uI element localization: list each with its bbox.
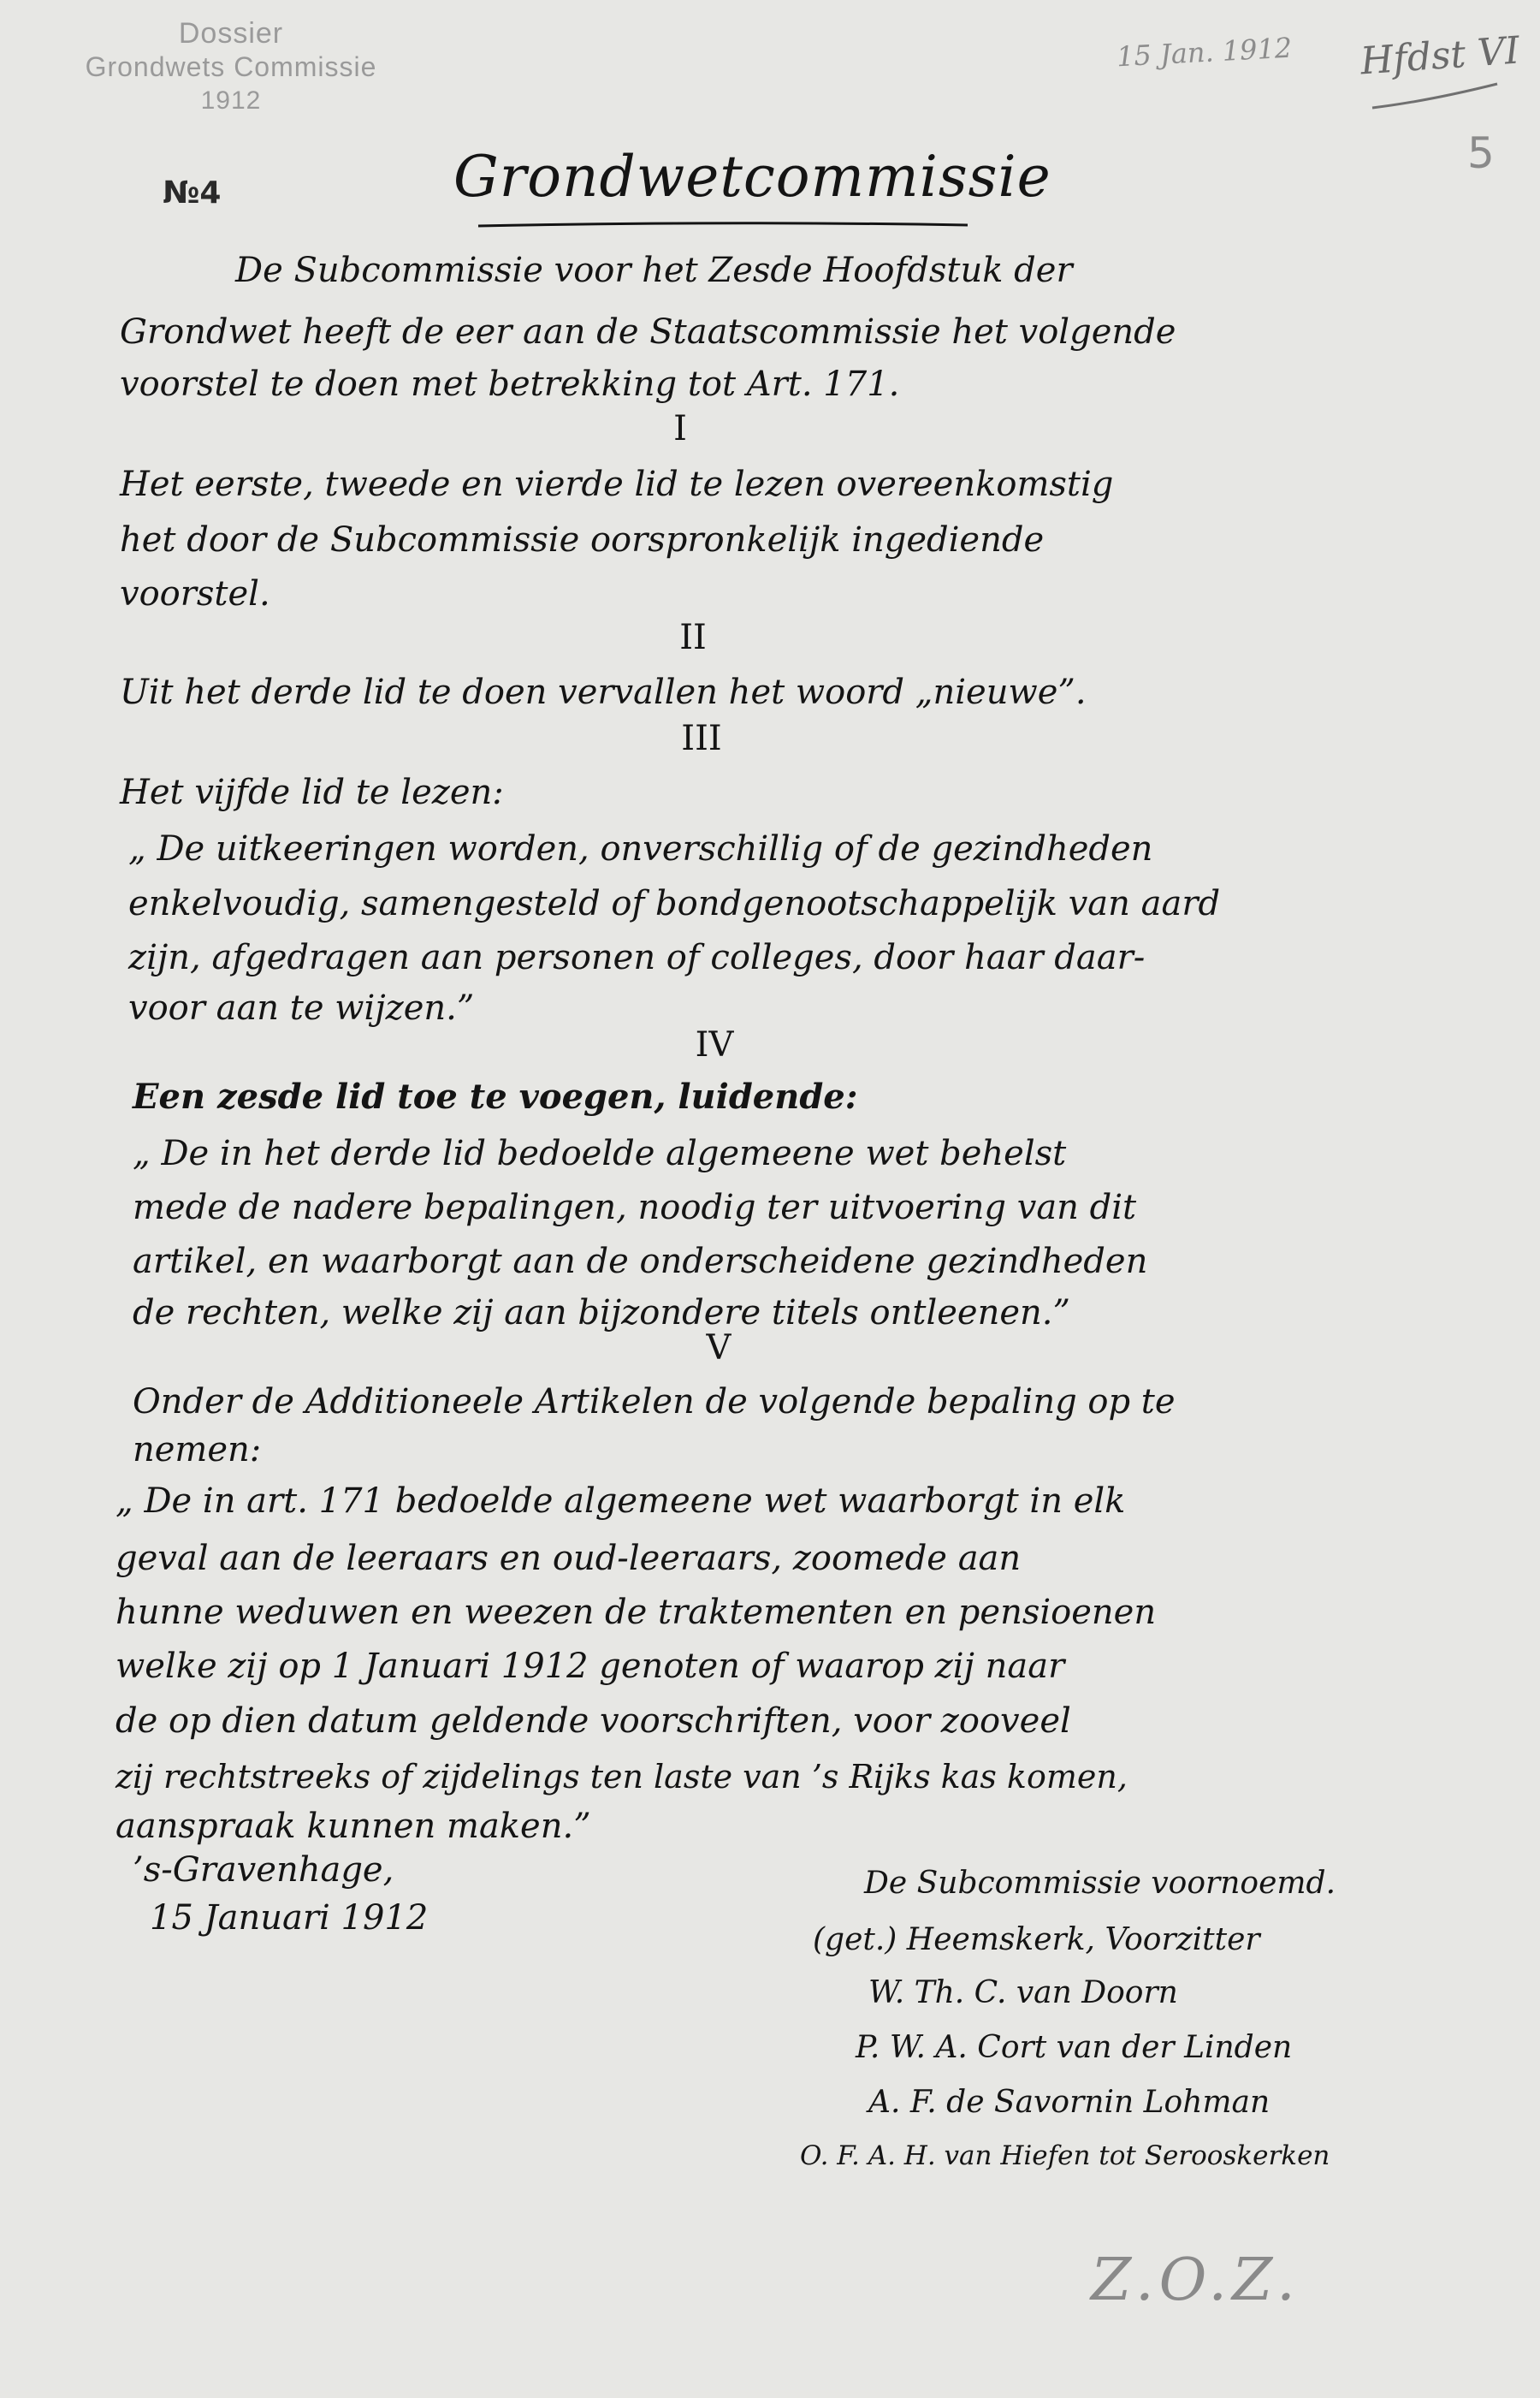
archive-reference-underline [1369, 79, 1506, 113]
section-iv-line-2: „ De in het derde lid bedoelde algemeene wet behelst [133, 1134, 1067, 1173]
section-iv-line-3: mede de nadere bepalingen, noodig ter uitvoering van dit [133, 1188, 1137, 1227]
section-v-line-6: welke zij op 1 Januari 1912 genoten of waarop zij naar [116, 1647, 1065, 1686]
page-number: 5 [1467, 128, 1495, 178]
section-numeral-ii: II [679, 618, 707, 657]
section-v-line-7: de op dien datum geldende voorschriften, voor zooveel [116, 1701, 1071, 1741]
section-iii-line-5: voor aan te wijzen.” [128, 988, 475, 1028]
section-v-line-3: „ De in art. 171 bedoelde algemeene wet waarborgt in elk [116, 1481, 1126, 1521]
archive-stamp-line3: 1912 [200, 86, 262, 115]
footer-zoz: Z.O.Z. [1091, 2247, 1300, 2314]
section-v-line-9: aanspraak kunnen maken.” [116, 1807, 591, 1846]
section-iv-line-5: de rechten, welke zij aan bijzondere titels ontleenen.” [133, 1293, 1070, 1333]
section-numeral-iii: III [681, 719, 722, 758]
section-i-line-2: het door de Subcommissie oorspronkelijk ingediende [120, 520, 1045, 560]
signature-3: P. W. A. Cort van der Linden [856, 2030, 1293, 2065]
section-i-line-3: voorstel. [120, 574, 270, 614]
pencil-date: 15 Jan. 1912 [1116, 31, 1294, 74]
intro-line-3: voorstel te doen met betrekking tot Art. 171. [120, 365, 900, 404]
place: ’s-Gravenhage, [133, 1850, 394, 1890]
date: 15 Januari 1912 [150, 1898, 429, 1938]
archive-stamp-line1: Dossier [178, 17, 284, 50]
section-iii-line-4: zijn, afgedragen aan personen of colleges, door haar daar- [128, 938, 1146, 977]
section-iii-line-2: „ De uitkeeringen worden, onverschillig of de gezindheden [128, 829, 1153, 869]
section-iii-line-3: enkelvoudig, samengesteld of bondgenootschappelijk van aard [128, 884, 1221, 923]
intro-line-1: De Subcommissie voor het Zesde Hoofdstuk der [235, 251, 1073, 290]
signature-heading: De Subcommissie voornoemd. [864, 1866, 1336, 1901]
document-number: №4 [163, 175, 222, 211]
title-underline [475, 219, 971, 231]
section-iii-line-1: Het vijfde lid te lezen: [120, 773, 504, 812]
section-v-line-1: Onder de Additioneele Artikelen de volgende bepaling op te [133, 1382, 1176, 1422]
section-iv-line-1: Een zesde lid toe te voegen, luidende: [133, 1077, 858, 1117]
signature-5: O. F. A. H. van Hiefen tot Serooskerken [800, 2140, 1330, 2171]
page-title: Grondwetcommissie [453, 144, 1051, 210]
section-iv-line-4: artikel, en waarborgt aan de onderscheidene gezindheden [133, 1242, 1148, 1281]
intro-line-2: Grondwet heeft de eer aan de Staatscommissie het volgende [120, 312, 1176, 352]
archive-reference: Hfdst VI [1359, 28, 1521, 84]
section-numeral-v: V [706, 1328, 732, 1368]
section-ii-line-1: Uit het derde lid te doen vervallen het woord „nieuwe”. [120, 673, 1087, 712]
section-numeral-iv: IV [695, 1025, 734, 1065]
section-i-line-1: Het eerste, tweede en vierde lid te lezen overeenkomstig [120, 465, 1114, 504]
signature-4: A. F. de Savornin Lohman [868, 2085, 1270, 2120]
archive-stamp-line2: Grondwets Commissie [85, 51, 377, 82]
section-numeral-i: I [673, 409, 687, 448]
section-v-line-2: nemen: [133, 1430, 262, 1469]
signature-2: W. Th. C. van Doorn [868, 1975, 1178, 2010]
section-v-line-5: hunne weduwen en weezen de traktementen en pensioenen [116, 1593, 1157, 1632]
signature-1: (get.) Heemskerk, Voorzitter [813, 1922, 1260, 1957]
section-v-line-8: zij rechtstreeks of zijdelings ten laste van ’s Rijks kas komen, [116, 1758, 1128, 1796]
section-v-line-4: geval aan de leeraars en oud-leeraars, zoomede aan [116, 1539, 1022, 1578]
archive-stamp [34, 17, 428, 118]
